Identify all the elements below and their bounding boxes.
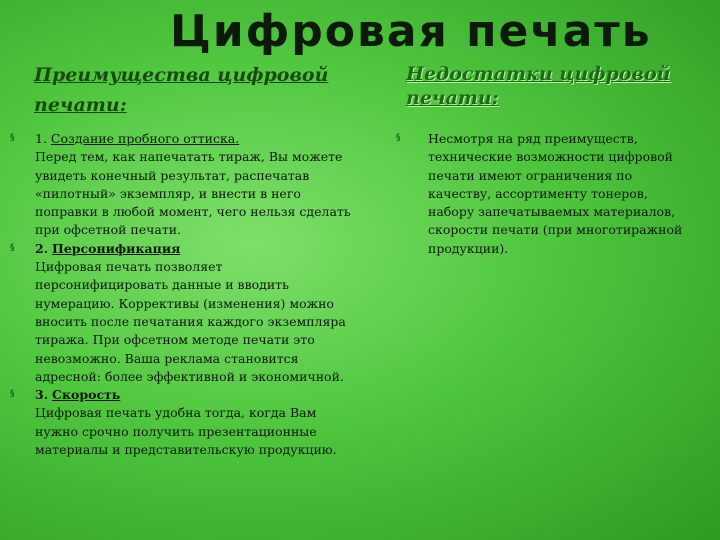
advantages-heading-line2: печати: (34, 94, 127, 116)
disadvantages-heading (406, 62, 706, 110)
item-line: Перед тем, как напечатать тираж, Вы можете (35, 149, 343, 165)
slide-title: Цифровая печать (170, 6, 652, 57)
item-line: поправки в любой момент, чего нельзя сделать (35, 204, 351, 220)
disadvantages-heading-line2: печати: (406, 87, 499, 109)
item-line: увидеть конечный результат, распечатав (35, 167, 310, 183)
item-line: технические возможности цифровой (428, 149, 673, 165)
advantage-item-speed (10, 386, 380, 459)
item-line: невозможно. Ваша реклама становится (35, 350, 299, 366)
item-line: материалы и представительскую продукцию. (35, 442, 337, 458)
item-line: продукции). (428, 240, 509, 256)
item-line: при офсетной печати. (35, 222, 182, 238)
item-line: персонифицировать данные и вводить (35, 277, 289, 293)
advantage-item-personalization (10, 240, 380, 386)
item-line: тиража. При офсетном методе печати это (35, 332, 315, 348)
disadvantages-list (396, 130, 711, 258)
advantages-heading-line1: Преимущества цифровой (34, 64, 329, 86)
item-line: скорости печати (при многотиражной (428, 222, 683, 238)
disadvantage-text (428, 130, 711, 258)
item-line: печати имеют ограничения по (428, 167, 633, 183)
item-number: 2. (35, 240, 49, 256)
item-line: Цифровая печать удобна тогда, когда Вам (35, 405, 317, 421)
bullet-icon: § (396, 133, 401, 143)
advantage-item-creation (10, 130, 380, 240)
item-line: нумерацию. Коррективы (изменения) можно (35, 295, 334, 311)
item-line: адресной: более эффективной и экономичной. (35, 368, 344, 384)
item-line: Несмотря на ряд преимуществ, (428, 131, 638, 146)
advantage-text (35, 240, 380, 386)
advantage-text (35, 130, 380, 240)
item-head: Персонификация (52, 240, 181, 256)
advantages-list (10, 130, 380, 459)
item-line: Цифровая печать позволяет (35, 259, 223, 275)
disadvantages-heading-line1: Недостатки цифровой (406, 63, 671, 85)
bullet-icon: § (10, 133, 15, 143)
bullet-icon: § (10, 242, 15, 253)
item-head: Скорость (52, 387, 121, 403)
bullet-icon: § (10, 389, 15, 400)
disadvantage-item (396, 130, 711, 258)
item-line: «пилотный» экземпляр, и внести в него (35, 185, 301, 201)
item-line: вносить после печатания каждого экземпляра (35, 313, 346, 329)
item-head: Создание пробного оттиска. (50, 131, 240, 146)
advantage-text (35, 386, 380, 459)
advantages-heading (34, 60, 344, 120)
item-number: 3. (35, 387, 49, 403)
item-line: качеству, ассортименту тонеров, (428, 185, 648, 201)
item-number: 1. (35, 131, 47, 146)
item-line: нужно срочно получить презентационные (35, 423, 317, 439)
item-line: набору запечатываемых материалов, (428, 204, 676, 220)
